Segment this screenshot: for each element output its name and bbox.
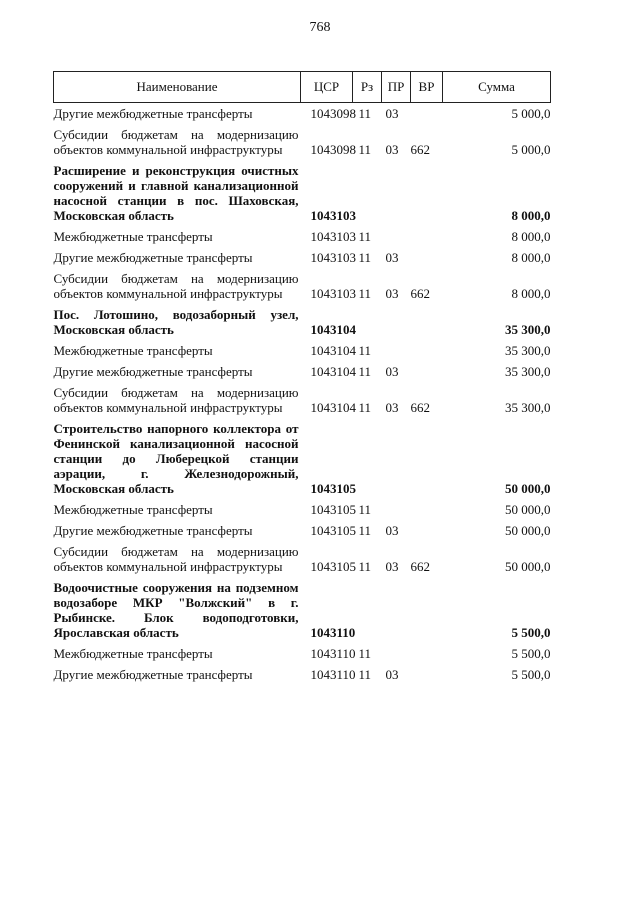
- row-vr: 662: [410, 286, 430, 301]
- table-row: [54, 340, 551, 361]
- row-csr: 1043103: [310, 286, 356, 301]
- row-name: Межбюджетные трансферты: [53, 502, 213, 517]
- row-rz: 11: [358, 343, 372, 358]
- row-pr: [382, 499, 411, 520]
- row-sum: 5 000,0: [511, 142, 551, 157]
- table-row: [54, 268, 551, 304]
- row-sum: 50 000,0: [505, 559, 551, 574]
- row-csr: 1043105: [310, 559, 356, 574]
- row-rz: [353, 418, 382, 499]
- header-csr: ЦСР: [301, 72, 353, 103]
- row-name: Другие межбюджетные трансферты: [53, 106, 253, 121]
- row-name: Субсидии бюджетам на модернизацию объектов коммунальной инфраструктуры: [53, 544, 299, 574]
- table-row: [54, 124, 551, 160]
- row-name: Строительство напорного коллектора от Фенинской канализационной насосной станции до Люберецкой станции аэрации, г. Железнодорожный, Московская область: [53, 421, 299, 496]
- row-name: Другие межбюджетные трансферты: [53, 364, 253, 379]
- row-name: Другие межбюджетные трансферты: [53, 250, 253, 265]
- row-name: Пос. Лотошино, водозаборный узел, Московская область: [53, 307, 299, 337]
- row-pr: 03: [385, 364, 399, 379]
- row-vr: [411, 499, 443, 520]
- row-csr: 1043104: [310, 364, 356, 379]
- row-pr: [382, 304, 411, 340]
- row-csr: 1043105: [310, 502, 356, 517]
- row-rz: 11: [358, 523, 372, 538]
- row-vr: [411, 577, 443, 643]
- row-pr: 03: [385, 667, 399, 682]
- row-sum: 5 500,0: [511, 646, 551, 661]
- row-vr: [411, 643, 443, 664]
- row-csr: 1043104: [310, 400, 356, 415]
- row-sum: 35 300,0: [505, 322, 551, 337]
- table-row: [54, 304, 551, 340]
- table-row: [54, 226, 551, 247]
- table-body: [54, 103, 551, 686]
- row-vr: [411, 664, 443, 685]
- row-vr: 662: [410, 142, 430, 157]
- table-header-row: [54, 72, 551, 103]
- row-rz: 11: [358, 250, 372, 265]
- header-pr: ПР: [382, 72, 411, 103]
- table-row: [54, 643, 551, 664]
- table-row: [54, 247, 551, 268]
- row-rz: 11: [358, 364, 372, 379]
- row-pr: [382, 577, 411, 643]
- row-rz: 11: [358, 106, 372, 121]
- row-rz: 11: [358, 142, 372, 157]
- row-sum: 8 000,0: [511, 229, 551, 244]
- row-sum: 8 000,0: [511, 286, 551, 301]
- row-name: Межбюджетные трансферты: [53, 229, 213, 244]
- row-vr: [411, 160, 443, 226]
- row-sum: 35 300,0: [505, 343, 551, 358]
- row-pr: [382, 418, 411, 499]
- row-pr: 03: [385, 523, 399, 538]
- row-rz: 11: [358, 502, 372, 517]
- table-row: [54, 499, 551, 520]
- row-pr: 03: [385, 250, 399, 265]
- row-pr: 03: [385, 400, 399, 415]
- row-csr: 1043103: [310, 229, 356, 244]
- row-csr: 1043110: [310, 646, 356, 661]
- table-row: [54, 418, 551, 499]
- row-sum: 8 000,0: [511, 250, 551, 265]
- row-csr: 1043098: [310, 106, 356, 121]
- row-pr: 03: [385, 142, 399, 157]
- row-csr: 1043098: [310, 142, 356, 157]
- header-name: Наименование: [54, 72, 301, 103]
- table-row: [54, 520, 551, 541]
- row-vr: [411, 340, 443, 361]
- row-csr: 1043110: [310, 667, 356, 682]
- row-name: Другие межбюджетные трансферты: [53, 667, 253, 682]
- table-row: [54, 160, 551, 226]
- header-rz: Рз: [353, 72, 382, 103]
- row-sum: 50 000,0: [505, 502, 551, 517]
- table-row: [54, 382, 551, 418]
- row-rz: [353, 160, 382, 226]
- row-sum: 5 000,0: [511, 106, 551, 121]
- row-csr: 1043103: [310, 250, 356, 265]
- row-name: Субсидии бюджетам на модернизацию объектов коммунальной инфраструктуры: [53, 271, 299, 301]
- table-row: [54, 361, 551, 382]
- row-vr: [411, 226, 443, 247]
- row-pr: 03: [385, 106, 399, 121]
- row-rz: 11: [358, 229, 372, 244]
- row-csr: 1043105: [310, 523, 356, 538]
- row-sum: 8 000,0: [511, 208, 551, 223]
- row-name: Расширение и реконструкция очистных сооружений и главной канализационной насосной станции в пос. Шаховская, Московская область: [53, 163, 299, 223]
- row-name: Другие межбюджетные трансферты: [53, 523, 253, 538]
- row-name: Субсидии бюджетам на модернизацию объектов коммунальной инфраструктуры: [53, 127, 299, 157]
- row-name: Межбюджетные трансферты: [53, 646, 213, 661]
- row-name: Субсидии бюджетам на модернизацию объектов коммунальной инфраструктуры: [53, 385, 299, 415]
- row-rz: 11: [358, 286, 372, 301]
- header-vr: ВР: [411, 72, 443, 103]
- page-number: 768: [309, 20, 331, 35]
- row-csr: 1043104: [310, 322, 356, 337]
- row-csr: 1043104: [310, 343, 356, 358]
- row-rz: 11: [358, 667, 372, 682]
- row-rz: [353, 304, 382, 340]
- row-vr: [411, 304, 443, 340]
- row-name: Водоочистные сооружения на подземном водозаборе МКР "Волжский" в г. Рыбинске. Блок водоподготовки, Ярославская область: [53, 580, 299, 640]
- row-pr: [382, 226, 411, 247]
- row-csr: 1043103: [310, 208, 356, 223]
- row-vr: 662: [410, 559, 430, 574]
- row-sum: 35 300,0: [505, 364, 551, 379]
- row-rz: [353, 577, 382, 643]
- row-pr: 03: [385, 286, 399, 301]
- row-vr: [411, 418, 443, 499]
- row-name: Межбюджетные трансферты: [53, 343, 213, 358]
- table-row: [54, 103, 551, 125]
- row-sum: 50 000,0: [505, 481, 551, 496]
- row-csr: 1043105: [310, 481, 356, 496]
- table-row: [54, 541, 551, 577]
- row-pr: [382, 643, 411, 664]
- budget-table: [53, 71, 551, 685]
- row-csr: 1043110: [310, 625, 356, 640]
- row-sum: 5 500,0: [511, 667, 551, 682]
- header-sum: Сумма: [443, 72, 551, 103]
- table-row: [54, 664, 551, 685]
- row-pr: [382, 340, 411, 361]
- row-vr: [411, 247, 443, 268]
- row-pr: [382, 160, 411, 226]
- row-vr: 662: [410, 400, 430, 415]
- row-vr: [411, 103, 443, 125]
- row-rz: 11: [358, 400, 372, 415]
- row-sum: 5 500,0: [511, 625, 551, 640]
- row-rz: 11: [358, 559, 372, 574]
- row-pr: 03: [385, 559, 399, 574]
- row-sum: 35 300,0: [505, 400, 551, 415]
- row-sum: 50 000,0: [505, 523, 551, 538]
- row-vr: [411, 361, 443, 382]
- row-vr: [411, 520, 443, 541]
- row-rz: 11: [358, 646, 372, 661]
- table-row: [54, 577, 551, 643]
